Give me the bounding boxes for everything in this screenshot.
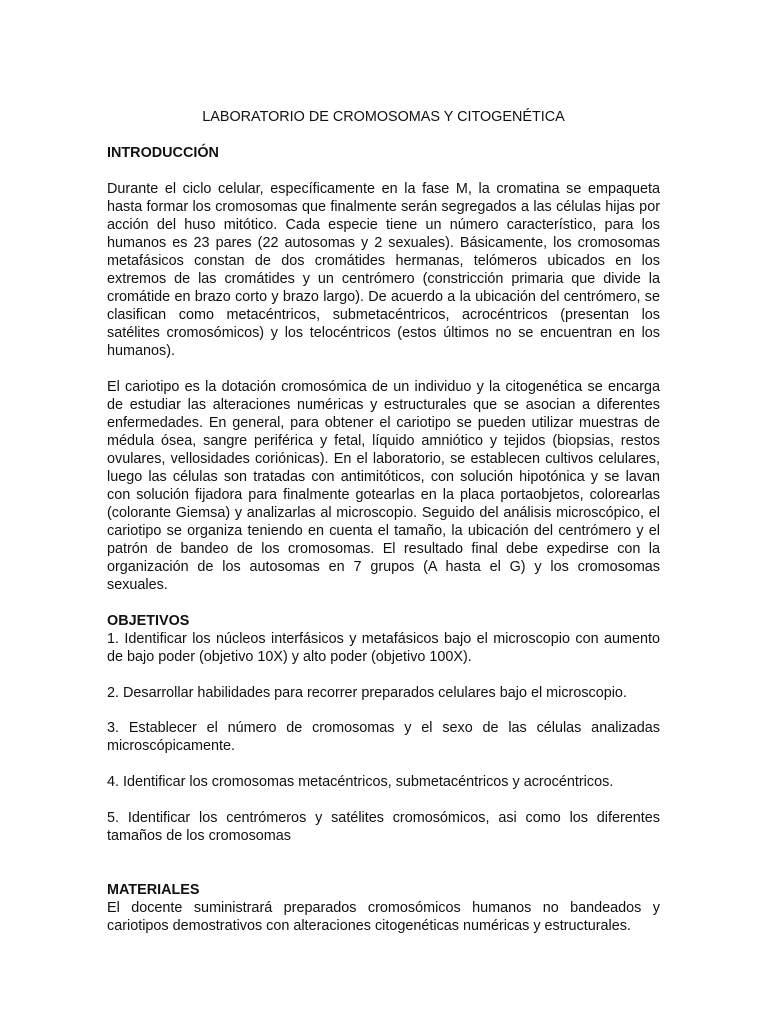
- objective-item-2: 2. Desarrollar habilidades para recorrer preparados celulares bajo el microscopio.: [107, 685, 627, 701]
- section-heading-materiales: MATERIALES: [107, 882, 200, 898]
- document-title: LABORATORIO DE CROMOSOMAS Y CITOGENÉTICA: [202, 109, 565, 125]
- intro-paragraph-2: El cariotipo es la dotación cromosómica de un individuo y la citogenética se encarga de estudiar las alteraciones numéricas y estructurales que se asocian a diferentes enfermedades. En general, para obtener el cariotipo se pueden utilizar muestras de médula ósea, sangre periférica y fetal, líquido amniótico y tejidos (biopsias, restos ovulares, vellosidades coriónicas). En el laboratorio, se establecen cultivos celulares, luego las células son tratadas con antimitóticos, con solución hipotónica y se lavan con solución fijadora para finalmente gotearlas en la placa portaobjetos, colorearlas (colorante Giemsa) y analizarlas al microscopio. Seguido del análisis microscópico, el cariotipo se organiza teniendo en cuenta el tamaño, la ubicación del centrómero y el patrón de bandeo de los cromosomas. El resultado final debe expedirse con la organización de los autosomas en 7 grupos (A hasta el G) y los cromosomas sexuales.: [107, 379, 660, 593]
- objective-item-5: 5. Identificar los centrómeros y satélites cromosómicos, asi como los diferentes tamaños de los cromosomas: [107, 810, 660, 844]
- objective-item-3: 3. Establecer el número de cromosomas y el sexo de las células analizadas microscópicamente.: [107, 720, 660, 754]
- section-heading-introduccion: INTRODUCCIÓN: [107, 145, 219, 161]
- intro-paragraph-1: Durante el ciclo celular, específicamente en la fase M, la cromatina se empaqueta hasta formar los cromosomas que finalmente serán segregados a las células hijas por acción del huso mitótico. Cada especie tiene un número característico, para los humanos es 23 pares (22 autosomas y 2 sexuales). Básicamente, los cromosomas metafásicos constan de dos cromátides hermanas, telómeros ubicados en los extremos de las cromátides y un centrómero (constricción primaria que divide la cromátide en brazo corto y brazo largo). De acuerdo a la ubicación del centrómero, se clasifican como metacéntricos, submetacéntricos, acrocéntricos (presentan los satélites cromosómicos) y los telocéntricos (estos últimos no se encuentran en los humanos).: [107, 181, 660, 359]
- objective-item-1: 1. Identificar los núcleos interfásicos y metafásicos bajo el microscopio con aumento de bajo poder (objetivo 10X) y alto poder (objetivo 100X).: [107, 631, 660, 665]
- materiales-paragraph: El docente suministrará preparados cromosómicos humanos no bandeados y cariotipos demostrativos con alteraciones citogenéticas numéricas y estructurales.: [107, 900, 660, 934]
- section-heading-objetivos: OBJETIVOS: [107, 613, 190, 629]
- document-page: [107, 108, 660, 935]
- objective-item-4: 4. Identificar los cromosomas metacéntricos, submetacéntricos y acrocéntricos.: [107, 774, 614, 790]
